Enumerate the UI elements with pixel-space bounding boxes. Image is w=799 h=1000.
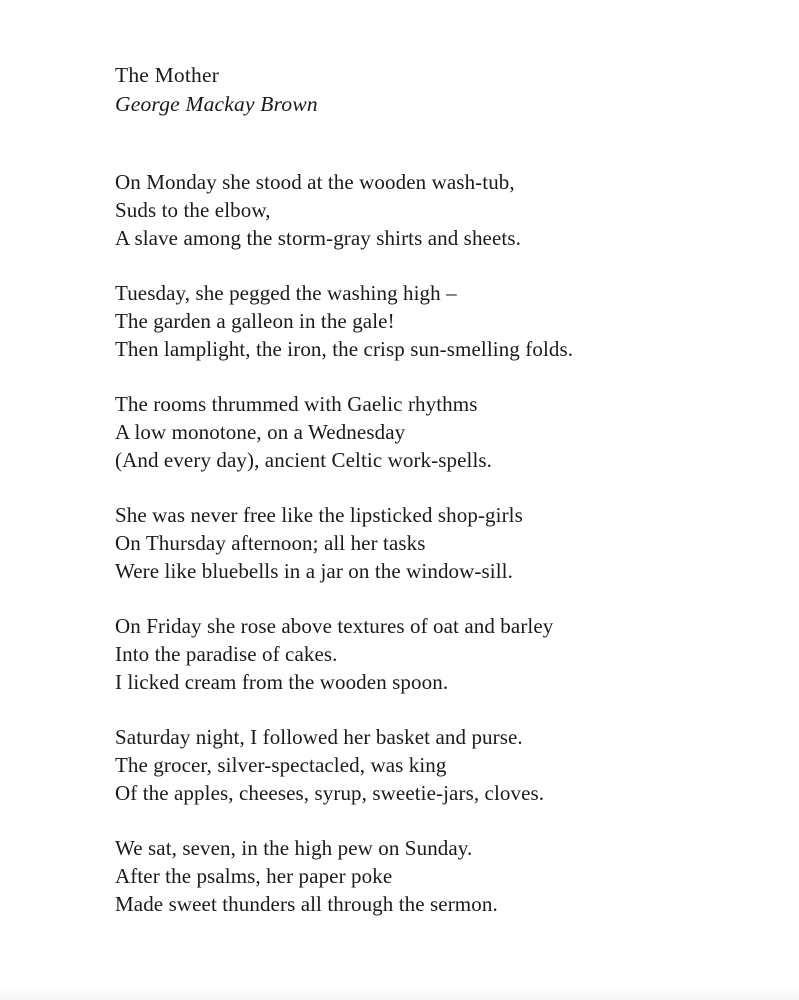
- poem-line: The grocer, silver-spectacled, was king: [115, 752, 447, 777]
- page-bottom-edge: [0, 986, 799, 1000]
- poem-line: A low monotone, on a Wednesday: [115, 419, 406, 444]
- stanza: [115, 502, 685, 585]
- poem-line: The rooms thrummed with Gaelic rhythms: [115, 392, 478, 416]
- stanza: [115, 391, 685, 474]
- poem-line: Suds to the elbow,: [115, 197, 271, 222]
- poem-line: We sat, seven, in the high pew on Sunday.: [115, 836, 473, 860]
- poem-line: The garden a galleon in the gale!: [115, 308, 395, 333]
- stanza: [115, 724, 685, 807]
- poem-text-block: [115, 61, 685, 946]
- poem-line: Were like bluebells in a jar on the window-sill.: [115, 558, 513, 583]
- stanza: [115, 169, 685, 252]
- poem-line: Tuesday, she pegged the washing high –: [115, 281, 457, 305]
- poem-line: On Thursday afternoon; all her tasks: [115, 530, 426, 555]
- poem-line: Made sweet thunders all through the sermon.: [115, 891, 498, 916]
- poem-line: She was never free like the lipsticked shop-girls: [115, 503, 523, 527]
- poem-line: I licked cream from the wooden spoon.: [115, 669, 449, 694]
- poem-line: Of the apples, cheeses, syrup, sweetie-jars, cloves.: [115, 780, 545, 805]
- poem-line: (And every day), ancient Celtic work-spells.: [115, 447, 493, 472]
- poem-line: Saturday night, I followed her basket and purse.: [115, 725, 523, 749]
- poem-line: On Friday she rose above textures of oat and barley: [115, 614, 554, 638]
- poem-line: Into the paradise of cakes.: [115, 641, 338, 666]
- poem-body: [115, 169, 685, 918]
- stanza: [115, 280, 685, 363]
- poem-line: After the psalms, her paper poke: [115, 863, 393, 888]
- poem-line: A slave among the storm-gray shirts and sheets.: [115, 225, 521, 250]
- poem-title: The Mother: [115, 63, 220, 87]
- poem-line: On Monday she stood at the wooden wash-tub,: [115, 170, 515, 194]
- stanza: [115, 835, 685, 918]
- poem-line: Then lamplight, the iron, the crisp sun-smelling folds.: [115, 336, 574, 361]
- stanza: [115, 613, 685, 696]
- poem-author: George Mackay Brown: [115, 92, 318, 116]
